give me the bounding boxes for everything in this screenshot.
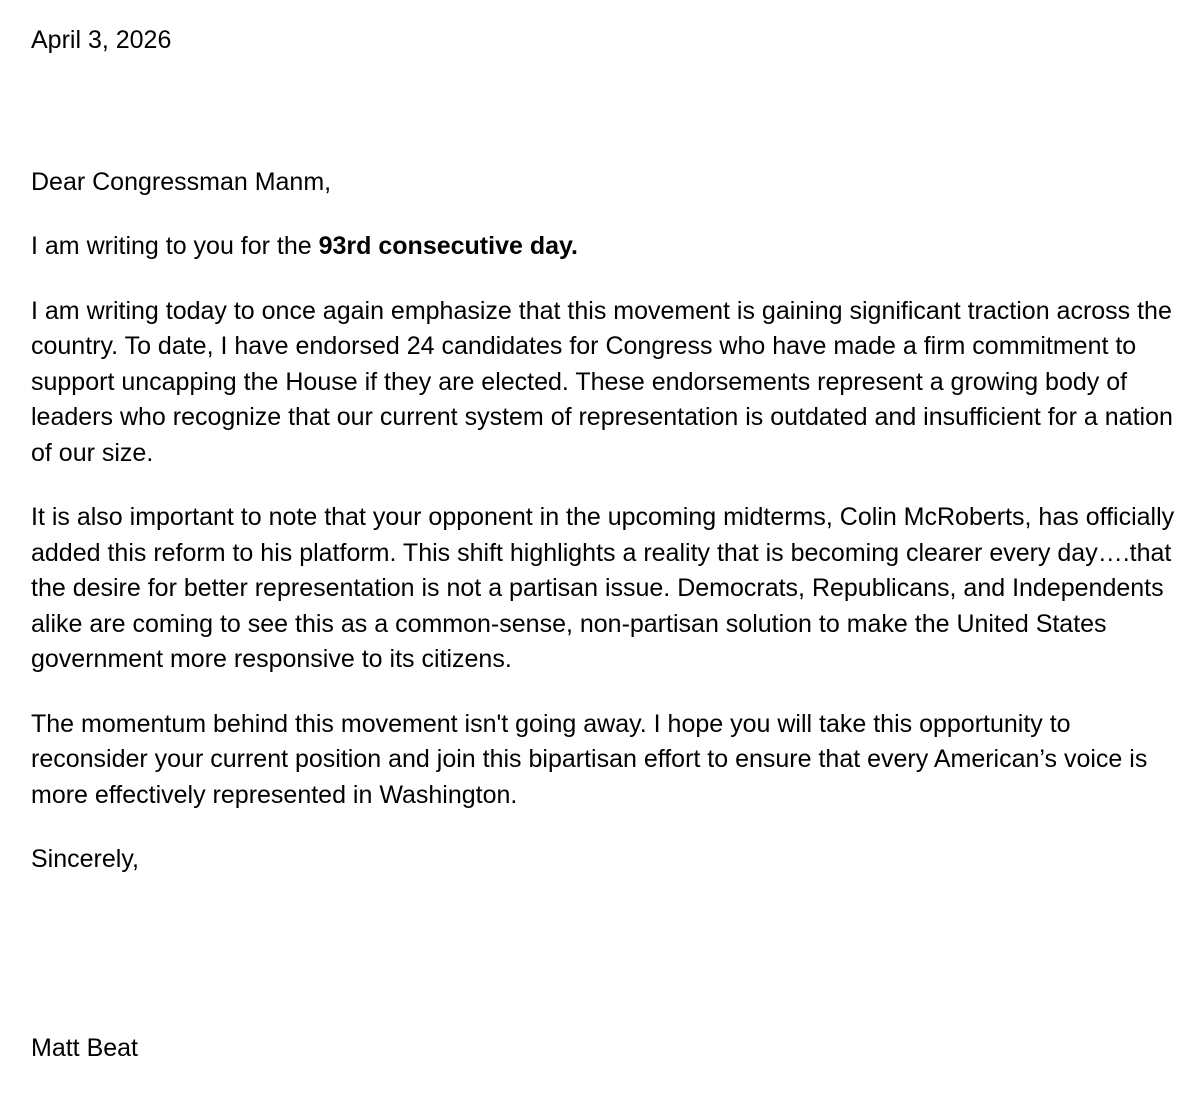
- intro-bold-text: 93rd consecutive day.: [318, 232, 578, 260]
- intro-text: I am writing to you for the: [31, 232, 319, 260]
- body-paragraph-2: It is also important to note that your opponent in the upcoming midterms, Colin McRoberts, has officially added this reform to his platform. This shift highlights a reality that is becoming clearer every day….that the desire for better representation is not a partisan issue. Democrats, Republicans, and Independents alike are coming to see this as a common-sense, non-partisan solution to make the United States government more responsive to its citizens.: [31, 503, 1175, 673]
- letter-date: April 3, 2026: [31, 26, 172, 54]
- body-paragraph-3: The momentum behind this movement isn't going away. I hope you will take this opportunity to reconsider your current position and join this bipartisan effort to ensure that every American’s voice is more effectively represented in Washington.: [31, 709, 1148, 809]
- signature-name: Matt Beat: [31, 1033, 138, 1062]
- salutation: Dear Congressman Manm,: [31, 167, 332, 196]
- letter-body: [31, 23, 1181, 1066]
- closing: Sincerely,: [31, 845, 139, 873]
- intro-paragraph: [31, 229, 1181, 265]
- body-paragraph-1: I am writing today to once again emphasize that this movement is gaining significant traction across the country. To date, I have endorsed 24 candidates for Congress who have made a firm commitment to support uncapping the House if they are elected. These endorsements represent a growing body of leaders who recognize that our current system of representation is outdated and insufficient for a nation of our size.: [31, 296, 1173, 467]
